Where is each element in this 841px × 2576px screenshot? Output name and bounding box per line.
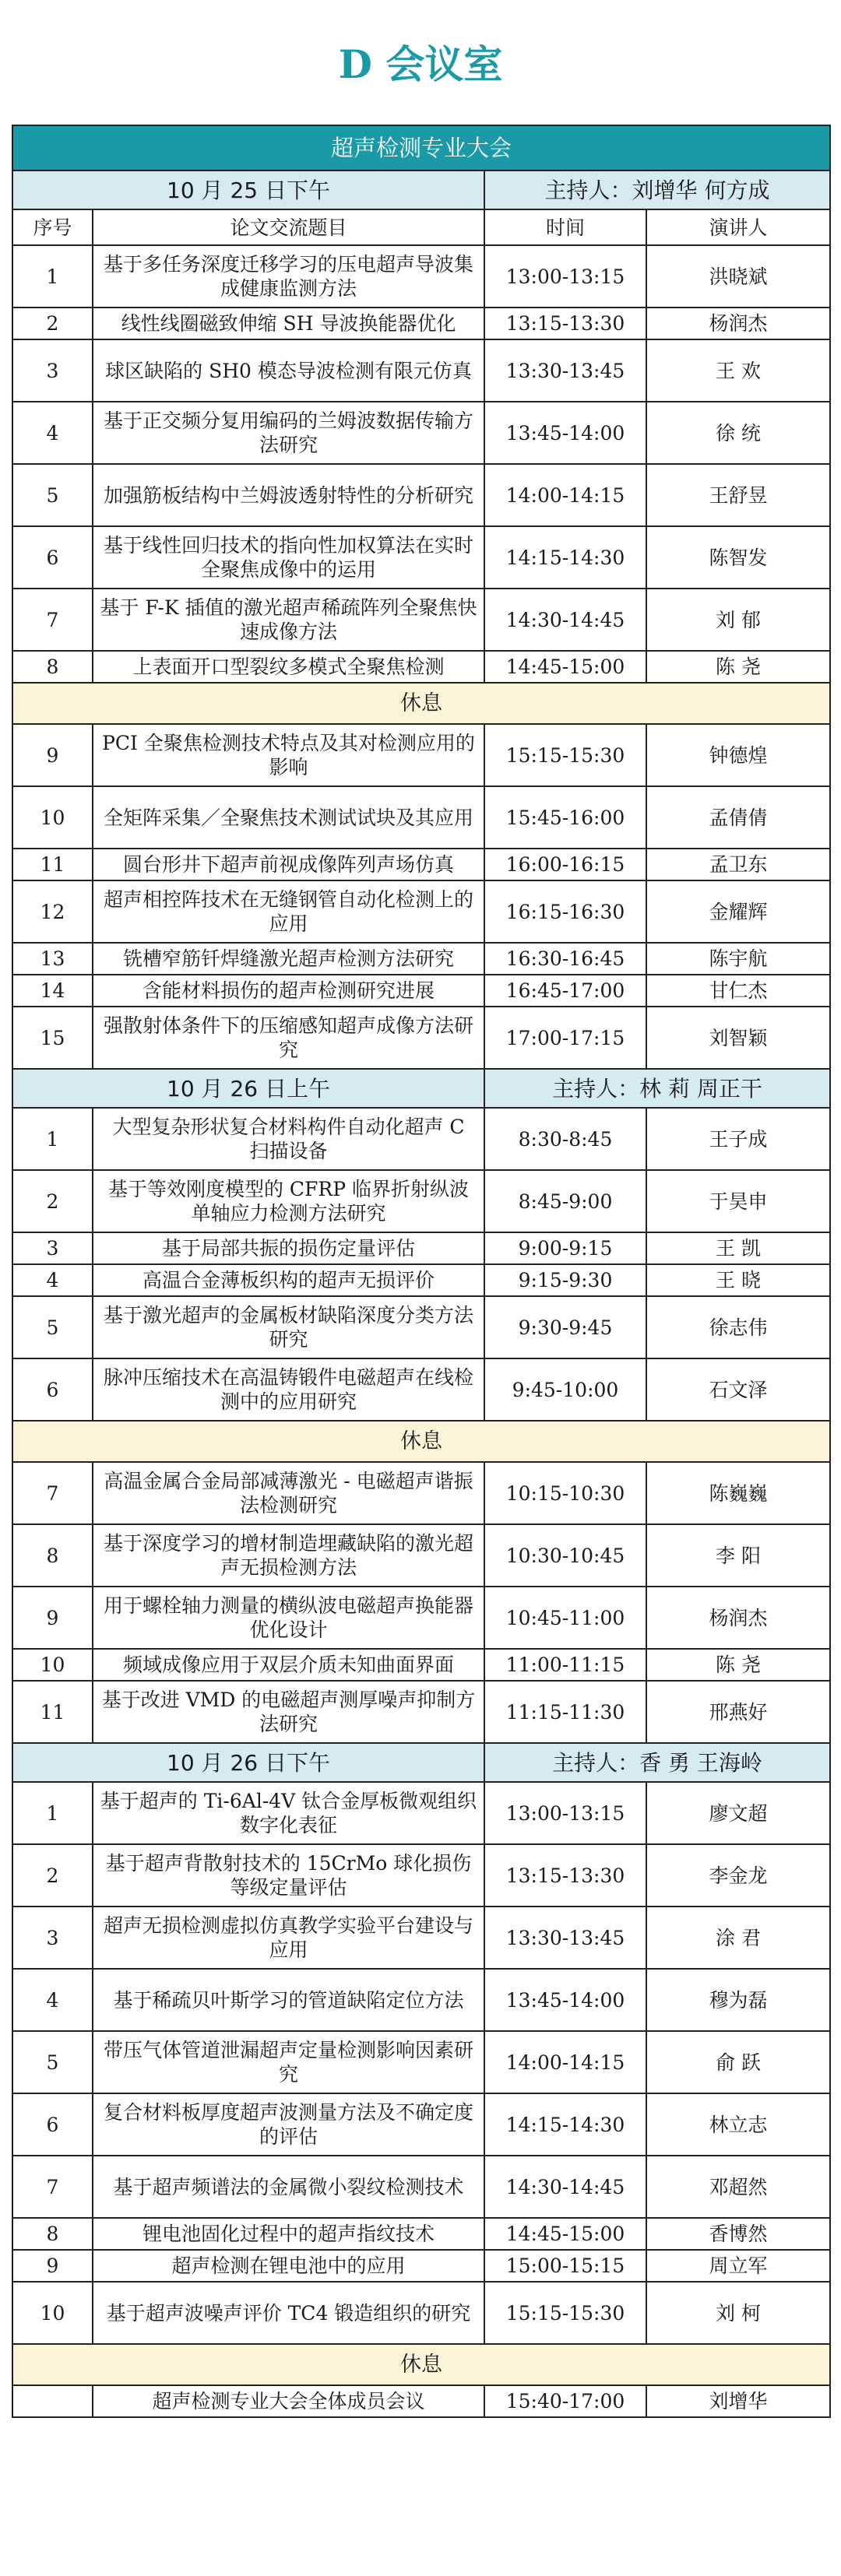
table-row [12,786,830,849]
talk-speaker: 石文泽 [646,1358,830,1421]
header-speaker: 演讲人 [646,209,830,245]
talk-time: 14:30-14:45 [484,589,646,651]
talk-speaker: 于昊申 [646,1170,830,1232]
table-row [12,1462,830,1524]
row-number: 1 [12,245,93,308]
table-row [12,1969,830,2031]
row-number: 4 [12,1264,93,1296]
talk-title: PCI 全聚焦检测技术特点及其对检测应用的影响 [93,724,484,786]
row-number: 7 [12,1462,93,1524]
table-row [12,1524,830,1587]
talk-speaker: 徐志伟 [646,1296,830,1358]
table-row [12,651,830,683]
talk-time: 14:45-15:00 [484,2218,646,2250]
row-number: 1 [12,1782,93,1844]
talk-speaker: 洪晓斌 [646,245,830,308]
talk-title: 用于螺栓轴力测量的横纵波电磁超声换能器优化设计 [93,1587,484,1649]
talk-speaker: 邓超然 [646,2156,830,2218]
row-number: 7 [12,2156,93,2218]
session-date: 10 月 26 日下午 [12,1743,484,1782]
talk-time: 15:45-16:00 [484,786,646,849]
row-number: 6 [12,526,93,589]
talk-time: 11:15-11:30 [484,1681,646,1743]
talk-time: 13:30-13:45 [484,339,646,402]
talk-speaker: 穆为磊 [646,1969,830,2031]
talk-time: 9:15-9:30 [484,1264,646,1296]
talk-speaker: 王 凯 [646,1232,830,1264]
row-number: 11 [12,849,93,880]
talk-speaker: 廖文超 [646,1782,830,1844]
talk-speaker: 林立志 [646,2093,830,2156]
talk-title: 线性线圈磁致伸缩 SH 导波换能器优化 [93,308,484,339]
talk-speaker: 徐 统 [646,402,830,464]
talk-speaker: 钟德煌 [646,724,830,786]
talk-time: 10:30-10:45 [484,1524,646,1587]
break-row [12,683,830,724]
table-row [12,2031,830,2093]
talk-title: 球区缺陷的 SH0 模态导波检测有限元仿真 [93,339,484,402]
talk-time: 16:00-16:15 [484,849,646,880]
talk-speaker: 陈智发 [646,526,830,589]
session-header-row [12,1069,830,1108]
session-date: 10 月 25 日下午 [12,170,484,209]
talk-title: 频域成像应用于双层介质未知曲面界面 [93,1649,484,1681]
table-row [12,2250,830,2282]
talk-time: 14:30-14:45 [484,2156,646,2218]
row-number: 6 [12,1358,93,1421]
talk-title: 基于等效刚度模型的 CFRP 临界折射纵波单轴应力检测方法研究 [93,1170,484,1232]
talk-title: 带压气体管道泄漏超声定量检测影响因素研究 [93,2031,484,2093]
session-header-row [12,1743,830,1782]
table-row [12,1649,830,1681]
table-row [12,1358,830,1421]
talk-time: 8:30-8:45 [484,1108,646,1170]
talk-time: 14:45-15:00 [484,651,646,683]
table-row [12,1108,830,1170]
table-row [12,1844,830,1907]
column-header-row [12,209,830,245]
session-host: 主持人：香 勇 王海岭 [484,1743,830,1782]
table-row [12,2282,830,2344]
talk-time: 14:00-14:15 [484,464,646,526]
table-row [12,245,830,308]
talk-title: 基于改进 VMD 的电磁超声测厚噪声抑制方法研究 [93,1681,484,1743]
talk-speaker: 周立军 [646,2250,830,2282]
talk-time: 15:00-15:15 [484,2250,646,2282]
talk-time: 9:45-10:00 [484,1358,646,1421]
talk-title: 高温金属合金局部减薄激光 - 电磁超声谐振法检测研究 [93,1462,484,1524]
talk-time: 16:15-16:30 [484,880,646,943]
talk-time: 8:45-9:00 [484,1170,646,1232]
talk-time: 17:00-17:15 [484,1007,646,1069]
table-row [12,339,830,402]
talk-time: 13:00-13:15 [484,245,646,308]
talk-title: 基于超声波噪声评价 TC4 锻造组织的研究 [93,2282,484,2344]
table-row [12,1232,830,1264]
talk-speaker: 杨润杰 [646,308,830,339]
row-number [12,2385,93,2417]
talk-title: 脉冲压缩技术在高温铸锻件电磁超声在线检测中的应用研究 [93,1358,484,1421]
talk-time: 10:45-11:00 [484,1587,646,1649]
talk-speaker: 陈 尧 [646,1649,830,1681]
talk-time: 9:30-9:45 [484,1296,646,1358]
talk-speaker: 陈宇航 [646,943,830,975]
table-row [12,1681,830,1743]
schedule-table [12,125,831,2418]
table-row [12,1007,830,1069]
talk-title: 大型复杂形状复合材料构件自动化超声 C 扫描设备 [93,1108,484,1170]
row-number: 10 [12,1649,93,1681]
row-number: 2 [12,1844,93,1907]
talk-title: 全矩阵采集／全聚焦技术测试试块及其应用 [93,786,484,849]
row-number: 11 [12,1681,93,1743]
row-number: 8 [12,1524,93,1587]
talk-time: 13:30-13:45 [484,1907,646,1969]
talk-title: 锂电池固化过程中的超声指纹技术 [93,2218,484,2250]
table-row [12,1587,830,1649]
table-row [12,1264,830,1296]
session-host: 主持人：刘增华 何方成 [484,170,830,209]
talk-time: 16:45-17:00 [484,975,646,1007]
table-row [12,2156,830,2218]
row-number: 4 [12,402,93,464]
talk-speaker: 孟倩倩 [646,786,830,849]
header-no: 序号 [12,209,93,245]
row-number: 6 [12,2093,93,2156]
table-row [12,2385,830,2417]
table-row [12,308,830,339]
break-label: 休息 [12,683,830,724]
talk-speaker: 李金龙 [646,1844,830,1907]
talk-time: 14:15-14:30 [484,2093,646,2156]
talk-speaker: 陈巍巍 [646,1462,830,1524]
talk-time: 14:15-14:30 [484,526,646,589]
conference-title-row [12,125,830,170]
row-number: 4 [12,1969,93,2031]
row-number: 5 [12,2031,93,2093]
row-number: 15 [12,1007,93,1069]
talk-title: 复合材料板厚度超声波测量方法及不确定度的评估 [93,2093,484,2156]
talk-title: 加强筋板结构中兰姆波透射特性的分析研究 [93,464,484,526]
table-row [12,943,830,975]
talk-title: 超声无损检测虚拟仿真教学实验平台建设与应用 [93,1907,484,1969]
talk-time: 13:45-14:00 [484,1969,646,2031]
row-number: 14 [12,975,93,1007]
talk-speaker: 陈 尧 [646,651,830,683]
table-row [12,526,830,589]
talk-speaker: 孟卫东 [646,849,830,880]
row-number: 5 [12,1296,93,1358]
table-row [12,1296,830,1358]
talk-time: 13:15-13:30 [484,308,646,339]
row-number: 8 [12,651,93,683]
talk-time: 15:15-15:30 [484,2282,646,2344]
talk-title: 超声检测专业大会全体成员会议 [93,2385,484,2417]
break-row [12,1421,830,1462]
talk-time: 16:30-16:45 [484,943,646,975]
page-title: D 会议室 [338,41,503,87]
session-date: 10 月 26 日上午 [12,1069,484,1108]
row-number: 3 [12,1907,93,1969]
talk-speaker: 刘 郁 [646,589,830,651]
row-number: 5 [12,464,93,526]
table-row [12,589,830,651]
table-row [12,1907,830,1969]
talk-title: 基于多任务深度迁移学习的压电超声导波集成健康监测方法 [93,245,484,308]
table-row [12,1170,830,1232]
talk-title: 基于激光超声的金属板材缺陷深度分类方法研究 [93,1296,484,1358]
row-number: 12 [12,880,93,943]
table-row [12,975,830,1007]
row-number: 10 [12,2282,93,2344]
row-number: 2 [12,308,93,339]
talk-title: 超声相控阵技术在无缝钢管自动化检测上的应用 [93,880,484,943]
talk-title: 基于超声频谱法的金属微小裂纹检测技术 [93,2156,484,2218]
row-number: 3 [12,1232,93,1264]
break-label: 休息 [12,2344,830,2385]
talk-speaker: 王舒昱 [646,464,830,526]
talk-speaker: 刘增华 [646,2385,830,2417]
row-number: 9 [12,724,93,786]
talk-speaker: 香博然 [646,2218,830,2250]
session-header-row [12,170,830,209]
talk-time: 13:45-14:00 [484,402,646,464]
row-number: 3 [12,339,93,402]
talk-title: 含能材料损伤的超声检测研究进展 [93,975,484,1007]
table-row [12,2218,830,2250]
talk-time: 10:15-10:30 [484,1462,646,1524]
talk-time: 14:00-14:15 [484,2031,646,2093]
session-host: 主持人：林 莉 周正干 [484,1069,830,1108]
table-row [12,849,830,880]
talk-title: 强散射体条件下的压缩感知超声成像方法研究 [93,1007,484,1069]
talk-title: 超声检测在锂电池中的应用 [93,2250,484,2282]
schedule-body [12,125,830,2417]
talk-time: 13:15-13:30 [484,1844,646,1907]
talk-title: 基于正交频分复用编码的兰姆波数据传输方法研究 [93,402,484,464]
table-row [12,2093,830,2156]
talk-time: 15:40-17:00 [484,2385,646,2417]
talk-title: 圆台形井下超声前视成像阵列声场仿真 [93,849,484,880]
break-label: 休息 [12,1421,830,1462]
conference-title: 超声检测专业大会 [12,125,830,170]
talk-speaker: 甘仁杰 [646,975,830,1007]
talk-speaker: 王 晓 [646,1264,830,1296]
talk-title: 铣槽窄筋钎焊缝激光超声检测方法研究 [93,943,484,975]
talk-time: 13:00-13:15 [484,1782,646,1844]
talk-speaker: 刘 柯 [646,2282,830,2344]
talk-speaker: 王子成 [646,1108,830,1170]
talk-speaker: 邢燕好 [646,1681,830,1743]
talk-title: 高温合金薄板织构的超声无损评价 [93,1264,484,1296]
talk-speaker: 王 欢 [646,339,830,402]
talk-speaker: 李 阳 [646,1524,830,1587]
talk-speaker: 俞 跃 [646,2031,830,2093]
talk-title: 基于超声的 Ti-6Al-4V 钛合金厚板微观组织数字化表征 [93,1782,484,1844]
row-number: 2 [12,1170,93,1232]
talk-speaker: 金耀辉 [646,880,830,943]
row-number: 10 [12,786,93,849]
row-number: 9 [12,1587,93,1649]
table-row [12,464,830,526]
talk-time: 9:00-9:15 [484,1232,646,1264]
talk-time: 15:15-15:30 [484,724,646,786]
header-title: 论文交流题目 [93,209,484,245]
row-number: 9 [12,2250,93,2282]
talk-speaker: 刘智颖 [646,1007,830,1069]
talk-title: 基于局部共振的损伤定量评估 [93,1232,484,1264]
row-number: 1 [12,1108,93,1170]
table-row [12,880,830,943]
talk-title: 上表面开口型裂纹多模式全聚焦检测 [93,651,484,683]
talk-speaker: 涂 君 [646,1907,830,1969]
row-number: 7 [12,589,93,651]
row-number: 8 [12,2218,93,2250]
talk-title: 基于 F-K 插值的激光超声稀疏阵列全聚焦快速成像方法 [93,589,484,651]
row-number: 13 [12,943,93,975]
talk-title: 基于线性回归技术的指向性加权算法在实时全聚焦成像中的运用 [93,526,484,589]
talk-time: 11:00-11:15 [484,1649,646,1681]
table-row [12,724,830,786]
table-row [12,1782,830,1844]
talk-speaker: 杨润杰 [646,1587,830,1649]
header-time: 时间 [484,209,646,245]
table-row [12,402,830,464]
talk-title: 基于超声背散射技术的 15CrMo 球化损伤等级定量评估 [93,1844,484,1907]
talk-title: 基于深度学习的增材制造埋藏缺陷的激光超声无损检测方法 [93,1524,484,1587]
break-row [12,2344,830,2385]
talk-title: 基于稀疏贝叶斯学习的管道缺陷定位方法 [93,1969,484,2031]
